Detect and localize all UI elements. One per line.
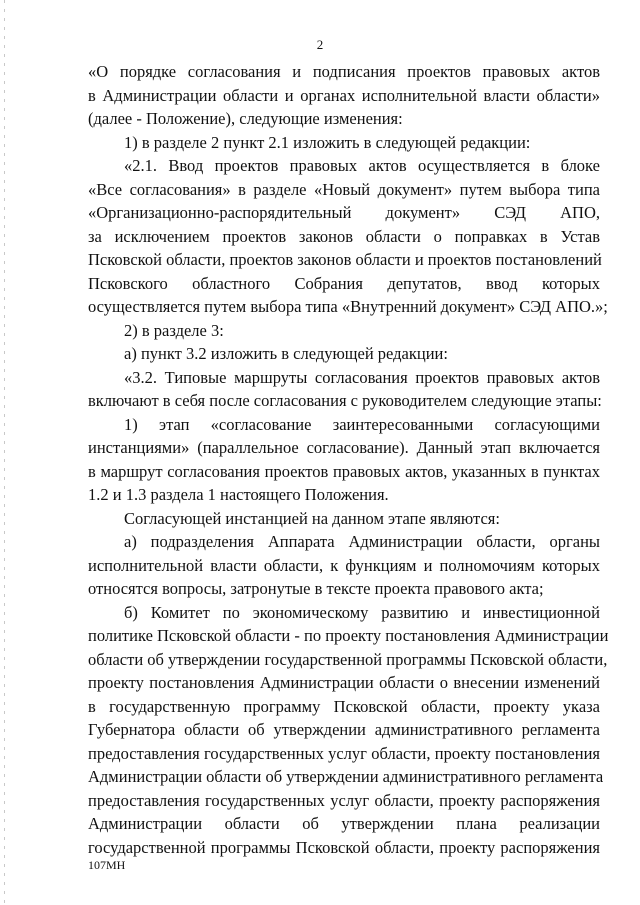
text-line: предоставления государственных услуг области, проекту постановления — [88, 743, 600, 763]
text-line: включают в себя после согласования с руководителем следующие этапы: — [88, 391, 602, 410]
text-line: в маршрут согласования проектов правовых актов, указанных в пунктах — [88, 461, 600, 481]
page-number: 2 — [316, 37, 324, 52]
text-line: в государственную программу Псковской области, проекту указа — [88, 696, 600, 716]
text-line: относятся вопросы, затронутые в тексте проекта правового акта; — [88, 579, 544, 598]
text-line: Администрации области об утверждении административного регламента — [88, 767, 604, 786]
text-line: Губернатора области об утверждении административного регламента — [88, 720, 600, 739]
text-line: а) пункт 3.2 изложить в следующей редакции: — [124, 344, 448, 363]
text-line: а) подразделения Аппарата Администрации области, органы — [124, 532, 600, 551]
text-line: 1) в разделе 2 пункт 2.1 изложить в следующей редакции: — [124, 132, 531, 152]
text-line: «Все согласования» в разделе «Новый документ» путем выбора типа — [88, 179, 600, 199]
text-line: инстанциями» (параллельное согласование). Данный этап включается — [88, 438, 600, 457]
text-line: 2) в разделе 3: — [124, 320, 224, 340]
scan-edge-artifact — [4, 0, 5, 905]
text-line: «О порядке согласования и подписания проектов правовых актов — [88, 62, 600, 81]
text-line: государственной программы Псковской области, проекту распоряжения — [88, 837, 600, 857]
text-line: в Администрации области и органах исполнительной власти области» — [88, 85, 600, 105]
text-line: «Организационно-распорядительный документ» СЭД АПО, — [88, 203, 600, 222]
text-line: проекту постановления Администрации области о внесении изменений — [88, 673, 600, 692]
text-line: (далее - Положение), следующие изменения: — [88, 109, 403, 128]
text-line: Псковской области, проектов законов области и проектов постановлений — [88, 250, 602, 269]
text-line: предоставления государственных услуг области, проекту распоряжения — [88, 790, 600, 810]
text-line: за исключением проектов законов области о поправках в Устав — [88, 226, 600, 246]
text-line: исполнительной власти области, к функциям и полномочиям которых — [88, 555, 600, 575]
text-line: «2.1. Ввод проектов правовых актов осуществляется в блоке — [124, 156, 600, 175]
document-body — [88, 60, 609, 859]
text-line: политике Псковской области - по проекту постановления Администрации — [88, 626, 609, 645]
text-line: области об утверждении государственной программы Псковской области, — [88, 649, 608, 669]
text-line: б) Комитет по экономическому развитию и инвестиционной — [124, 602, 600, 622]
text-line: Согласующей инстанцией на данном этапе являются: — [124, 508, 500, 528]
text-line: 1.2 и 1.3 раздела 1 настоящего Положения. — [88, 485, 389, 504]
text-line: «3.2. Типовые маршруты согласования проектов правовых актов — [124, 367, 600, 387]
text-line: Администрации области об утверждении плана реализации — [88, 814, 600, 833]
text-line: Псковского областного Собрания депутатов, ввод которых — [88, 273, 600, 293]
text-line: осуществляется путем выбора типа «Внутренний документ» СЭД АПО.»; — [88, 297, 608, 316]
footer-document-code: 107МН — [88, 858, 126, 872]
text-line: 1) этап «согласование заинтересованными согласующими — [124, 414, 600, 434]
